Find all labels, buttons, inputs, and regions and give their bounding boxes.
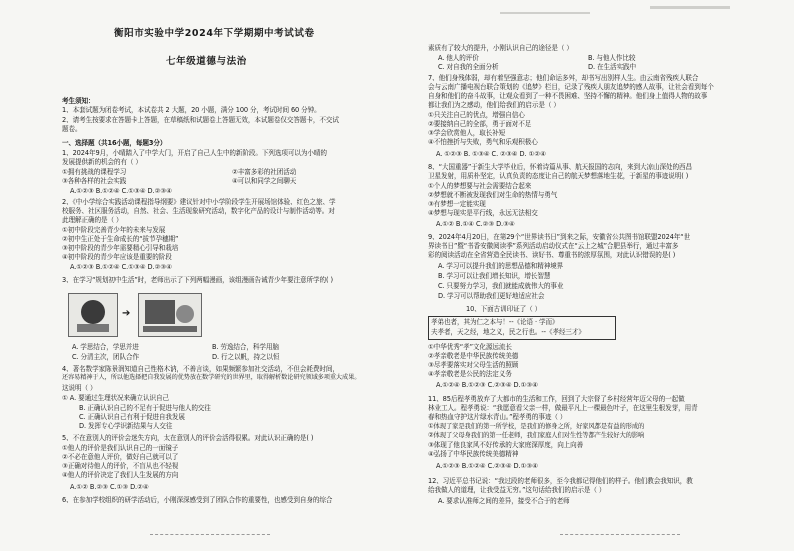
option-item: ②不必在意他人评价，做好自己就可以了 [62,453,179,461]
option-item: ④弘扬了中华民族传统美德精神 [428,450,519,458]
option-item: ③正确对待他人的评价，不盲从也不轻视 [62,462,179,470]
option-item: D. 发挥专心学识新结果与人交往 [79,422,173,430]
question-stem: 6、在参加学校组织的研学活动后，小刚深深感受到了团队合作的重要性，也感受到自身的综合 [62,496,333,504]
footer-divider [150,534,270,535]
answer-choices: A.①②③ B.①②④ C.②③④ D.①③④ [436,462,538,470]
option-item: A. 要求认准师之间的差异，接受不合于的老师 [438,497,570,505]
right-column [428,0,766,551]
option-item: ④他人的评价决定了我们人生发展的方向 [62,471,179,479]
option-item: C. 对自我的全面分析 [438,63,499,71]
question-stem: 此理解正确的是（ ） [62,216,123,224]
option-item: D. 学习可以帮助我们更好地适应社会 [438,292,545,300]
question-stem: 春和热血守护这片绿水青山。”程孝勇的事迹（ ） [428,413,567,421]
school-title: 衡阳市实验中学2024年下学期期中考试试卷 [114,28,315,39]
question-stem: 界读书日”暨“书香安徽阅读季”系列活动启动仪式在“云上之城”合肥县举行，通过丰富多 [428,242,679,250]
option-item: ①他人的评价是我们认识自己的一面镜子 [62,444,179,452]
option-item: ③初中阶段的青少年需要精心引导和栽培 [62,244,179,252]
option-item: ④不怕挫折与失败，勇气和乐观积极心 [428,138,538,146]
option-item: ③学会欣赏他人，取长补短 [428,129,506,137]
option-item: B. 学习可以让我们增长知识，增长智慧 [438,272,551,280]
question-stem: 12、习近平总书记说：“我过段的老师很多，至今我都记得他们的样子。他们教会我知识，教 [428,477,693,485]
question-stem: 自身和他们的奋斗故事，让观众看到了一种不畏困难、坚持不懈的精神。他们身上值得人物的故事 [428,92,708,100]
option-item: ④梦想与现实是平行线，永远无法相交 [428,209,538,217]
option-item: C. 只要努力学习，我们就能成就伟大的事业 [438,282,564,290]
notice-line: 1、本套试题为闭卷考试，本试卷共 2 大题，20 小题，满分 100 分，考试时间 60 分钟。 [62,106,321,114]
option-item: ③体现了他良家风不好传承的大家庭深厚度，向上向善 [428,441,584,449]
answer-choices: A.①②④ B.①②③ C.②③④ D.①③④ [436,381,538,389]
question-stem: 卫星发射，用质朴坚定，认真负责的态度让自己的航天梦想落地生花，于新星的事迹说明( ) [428,172,689,180]
option-item: ①拥有挑战的课程学习 [62,168,127,176]
option-item: ① A. 要通过生理状况来确立认识自己 [62,394,170,402]
question-stem: 9、2024年4月20日，在第29个“世界读书日”到来之际，安徽省公共图书馆联盟2024年“世 [428,233,691,241]
question-stem: 8、“大国重器”于新生大学毕业后，怀着诗篇从事、航天报国的志向，来到大凉山深处的西昌 [428,163,692,171]
question-stem: 3、在学习“规划初中生活”时，老师出示了下列两幅漫画，该组漫画告诫青少年要注意所学的( ) [62,276,333,284]
question-stem: 还容易精神于人，所以他选择把自我发展的优势放在数学研究的世界里，取得解析数论研究领域多项重大成果。 [62,374,361,381]
footer-divider [560,534,680,535]
question-stem: 4、著名数学家陈景润知道自己性格木讷，不善言谈，如果频繁参加社交活动，不但会耗费时间， [62,365,339,373]
cartoon-image [138,293,202,337]
option-item: ④初中阶段的青少年应该是重要的阶段 [62,253,172,261]
answer-choices: A.①②③ B.①②④ C.①③④ D.②③④ [70,263,172,271]
option-item: ②梦想就不断被发现我们对生命的热情与勇气 [428,191,558,199]
option-item: D. 在生活实践中 [588,63,636,71]
option-item: ②丰富多彩的社团活动 [232,168,297,176]
answer-choices: A. ①②③ B. ①③④ C. ②③④ D. ①②④ [436,150,546,158]
option-item: C. 正确认识自己有利于促进自我发展 [79,413,185,421]
option-item: A. 学思结合，学思并进 [72,343,139,351]
option-item: C. 分清主次，团队合作 [72,353,139,361]
option-item: ②初中生正处于生命成长的“拔节孕穗期” [62,235,179,243]
option-item: B. 与他人作比较 [588,54,636,62]
option-item: A. 他人的评价 [438,54,479,62]
quote-line: 孝弟也者，其为仁之本与！--《论语 · 学而》 [431,318,559,326]
option-item: ③有梦想一定能实现 [428,200,486,208]
notice-heading: 考生须知： [62,97,95,105]
answer-choices: A.①②③ B.①②④ C.①③④ D.②③④ [70,187,172,195]
question-stem: 彩的阅读活动在全省营造全民读书、读好书、尊重书的浓厚氛围，对此认识错误的是( ) [428,251,676,259]
question-stem: 林业工人。程孝勇说：“我愿意看父亲一样，做最平凡上一棵最色叶子，在这里生根发芽，用青 [428,404,698,412]
subject-title: 七年级道德与法治 [166,56,247,67]
question-stem: 给我做人的道理，让我受益无穷。”这句话给我们的启示是（ ） [428,486,606,494]
question-stem: 2、《中小学综合实践活动课程指导纲要》建议针对中小学阶段学生开展场馆体验、红色之旅、学 [62,198,336,206]
quote-line: 夫孝者，天之经，地之义，民之行也。--《孝经三才》 [431,328,585,336]
option-item: B. 正确认识自己的不足有于促进与他人的交往 [79,404,211,412]
option-item: ②体现了父母身我们的第一任老师，我们家庭人们对生性等都产生较好大的影响 [428,432,645,439]
cartoon-image [68,293,118,337]
option-item: ③各种各样的社会实践 [62,177,127,185]
option-item: ③尽孝要落实对父母生活的照顾 [428,361,519,369]
question-stem: 1、2024年9月，小晴踏入了中学大门，开启了自己人生中的新阶段。下列选项可以为小晴的 [62,149,327,157]
option-item: ④可以和同学之间聊天 [232,177,297,185]
question-stem: 都让我们为之感动，他们给我们的启示是（ ） [428,101,560,109]
option-item: ②要接纳自己的全部，勇于面对不足 [428,120,532,128]
notice-line: 题卷。 [62,125,82,133]
cartoon-illustration-icon [139,294,201,336]
left-column [62,0,392,551]
option-item: ②孝亲敬老是中华民族传统美德 [428,352,519,360]
arrow-icon: ➔ [122,308,131,319]
answer-choices: A.①② B.②③ C.①③ D.②④ [70,483,149,491]
cartoon-illustration-icon [69,294,117,336]
question-stem: 5、不在意别人的评价会迷失方向，太在意别人的评价会活得很累。对此认识正确的是( ) [62,434,314,442]
option-item: ①中华优秀“孝”文化源远流长 [428,343,512,351]
option-item: A. 学习可以提升我们的思想品德和精神境界 [438,262,564,270]
question-stem: 11、85后程孝勇放弃了大都市的生活和工作，回到了大宗督了乡村经营年迈父母的一起做 [428,395,685,403]
option-item: ①初中阶段完善青少年的未来与发展 [62,226,166,234]
option-item: ①个人的梦想要与社会需要结合起来 [428,182,532,190]
option-item: ④孝亲敬老是公民的法定义务 [428,370,512,378]
question-stem: 会与云南广播电视台联合策划的《追梦》栏目，记录了残疾人朋友追梦的感人故事，让社会看到每个 [428,83,714,91]
option-item: ①只关注自己的优点，增强自信心 [428,111,525,119]
question-stem: 发展提供新的机会的有（ ） [62,158,142,166]
answer-choices: A.①② B.①④ C.②③ D.③④ [436,220,515,228]
question-stem: 这说明（ ） [62,384,97,392]
question-stem: 7、他们身残体弱，却有着坚强意志；他们命运多舛，却书写出别样人生。由云南省残疾人联合 [428,74,699,82]
question-stem: 素质有了较大的提升，小刚认识自己的途径是（ ） [428,44,573,52]
option-item: ①体现了家是我们的第一所学校，是我们的修身之所，好家风都是有益的形成的 [428,423,645,430]
section-heading: 一、选择题（共16小题，每题3分） [62,139,167,147]
option-item: D. 行之以帆，持之以恒 [212,353,280,361]
question-stem: 校服务、社区服务活动，自然、社会、生活现象研究活动，数字化产品的设计与制作活动等。对 [62,207,335,215]
question-stem: 10、下面古训印证了（ ） [466,305,542,313]
notice-line: 2、请考生按要求在答题卡上答题，在草稿纸和试题卷上答题无效，本试题卷仅交答题卡，不交试 [62,116,339,124]
option-item: B. 劳逸结合，科学用脑 [212,343,279,351]
